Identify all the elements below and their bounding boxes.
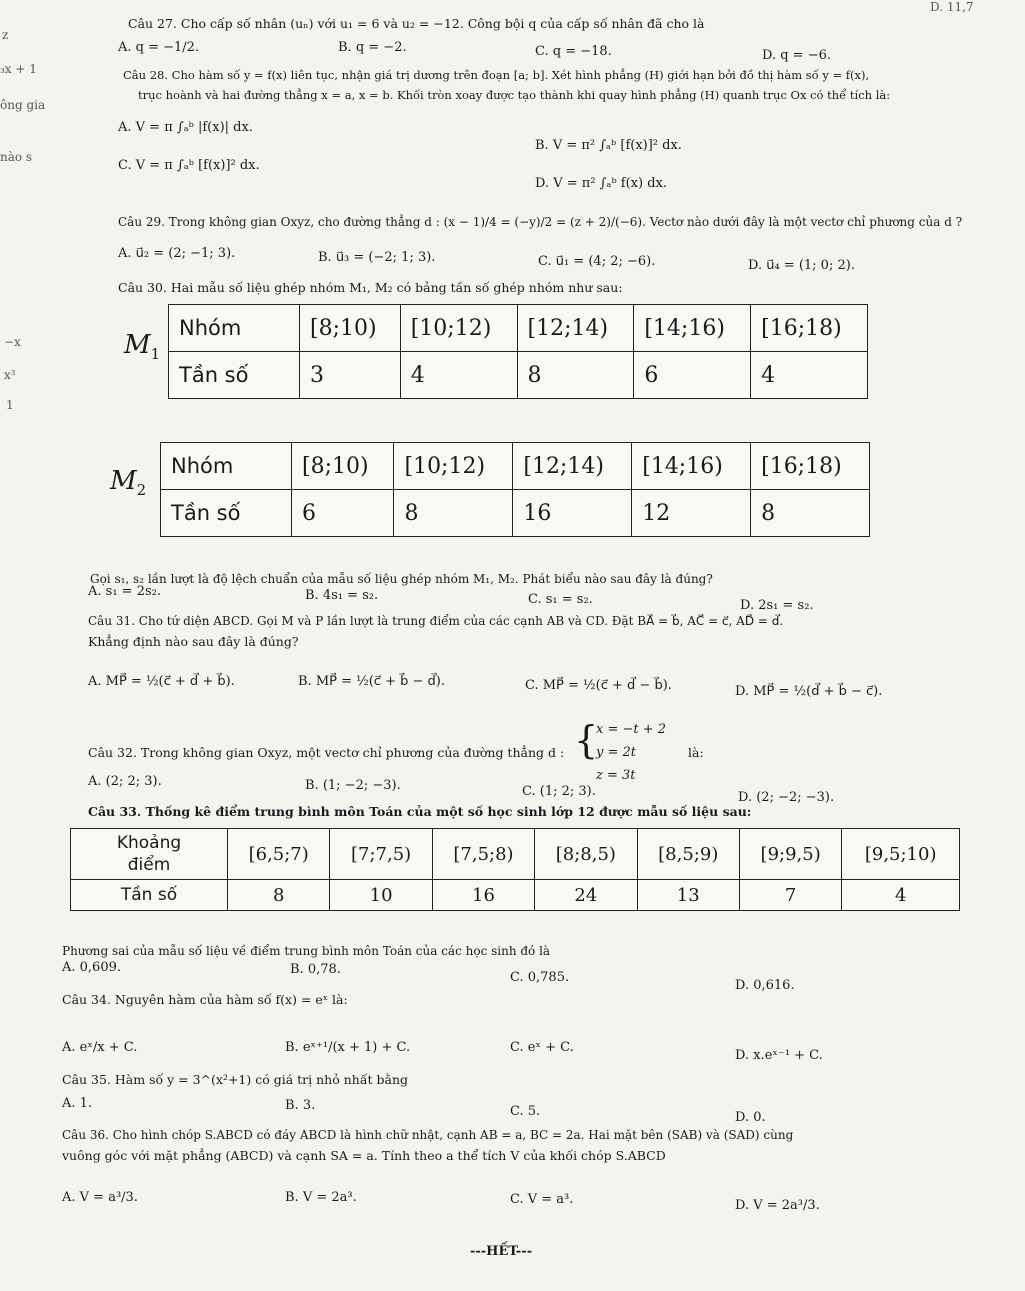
q32-option-c: C. (1; 2; 3).: [522, 784, 596, 799]
q36-option-c: C. V = a³.: [510, 1192, 574, 1207]
frequency-cell: 24: [535, 880, 637, 911]
q33-question: Phương sai của mẫu số liệu về điểm trung bình môn Toán của các học sinh đó là: [62, 944, 551, 958]
q36-text-line2: vuông góc với mặt phẳng (ABCD) và cạnh SA = a. Tính theo a thể tích V của khối chóp S.ABCD: [62, 1148, 666, 1163]
table-row: [169, 352, 868, 399]
q28-option-b: B. V = π² ∫ₐᵇ [f(x)]² dx.: [535, 138, 682, 153]
q34-option-a: A. eˣ/x + C.: [62, 1040, 138, 1055]
q35-option-d: D. 0.: [735, 1110, 766, 1125]
m2-label: $M_2$: [110, 466, 147, 500]
margin-fragment: x³: [4, 368, 16, 382]
q34-option-b: B. eˣ⁺¹/(x + 1) + C.: [285, 1040, 411, 1055]
frequency-header: Tần số: [71, 880, 228, 911]
q32-option-b: B. (1; −2; −3).: [305, 778, 401, 793]
q31-option-b: B. MP⃗ = ½(c⃗ + b⃗ − d⃗).: [298, 674, 445, 689]
q28-option-c: C. V = π ∫ₐᵇ [f(x)]² dx.: [118, 158, 260, 173]
q33-frequency-table: [70, 828, 960, 911]
frequency-cell: 8: [394, 490, 513, 537]
table-row: [71, 829, 960, 880]
q33-option-b: B. 0,78.: [290, 962, 341, 977]
margin-fragment: −x: [4, 335, 21, 349]
m1-label: $M_1$: [124, 330, 161, 364]
frequency-cell: 8: [751, 490, 870, 537]
q35-option-b: B. 3.: [285, 1098, 316, 1113]
q30-text: Câu 30. Hai mẫu số liệu ghép nhóm M₁, M₂ có bảng tần số ghép nhóm như sau:: [118, 280, 623, 295]
frequency-cell: 8: [228, 880, 330, 911]
system-line: x = −t + 2: [596, 722, 667, 737]
group-cell: [16;18): [751, 305, 868, 352]
frequency-cell: 4: [751, 352, 868, 399]
m2-frequency-table: [160, 442, 870, 537]
frequency-cell: 6: [634, 352, 751, 399]
margin-fragment: z: [2, 28, 9, 42]
group-cell: [14;16): [632, 443, 751, 490]
frequency-cell: 16: [432, 880, 534, 911]
group-header: Nhóm: [169, 305, 300, 352]
q34-text: Câu 34. Nguyên hàm của hàm số f(x) = eˣ là:: [62, 992, 348, 1007]
interval-cell: [7,5;8): [432, 829, 534, 880]
group-cell: [16;18): [751, 443, 870, 490]
table-row: [169, 305, 868, 352]
group-cell: [14;16): [634, 305, 751, 352]
frequency-cell: 16: [513, 490, 632, 537]
q32-tail: là:: [688, 745, 704, 760]
group-cell: [8;10): [300, 305, 401, 352]
table-row: [161, 490, 870, 537]
group-cell: [10;12): [400, 305, 517, 352]
q27-option-c: C. q = −18.: [535, 44, 612, 59]
frequency-header: Tần số: [161, 490, 292, 537]
q34-option-c: C. eˣ + C.: [510, 1040, 574, 1055]
q27-option-a: A. q = −1/2.: [118, 40, 200, 55]
q30-option-c: C. s₁ = s₂.: [528, 592, 593, 607]
table-row: [161, 443, 870, 490]
table-row: [71, 880, 960, 911]
group-cell: [8;10): [292, 443, 394, 490]
q34-option-d: D. x.eˣ⁻¹ + C.: [735, 1048, 823, 1063]
interval-cell: [8,5;9): [637, 829, 739, 880]
page-header-fragment: D. 11,7: [930, 0, 974, 14]
q32-text: Câu 32. Trong không gian Oxyz, một vectơ chỉ phương của đường thẳng d :: [88, 745, 565, 760]
frequency-cell: 4: [400, 352, 517, 399]
q31-option-d: D. MP⃗ = ½(d⃗ + b⃗ − c⃗).: [735, 684, 883, 699]
frequency-cell: 4: [842, 880, 960, 911]
q27-option-d: D. q = −6.: [762, 48, 831, 63]
q30-question: Gọi s₁, s₂ lần lượt là độ lệch chuẩn của mẫu số liệu ghép nhóm M₁, M₂. Phát biểu nào sau đây là đúng?: [90, 572, 713, 586]
q35-text: Câu 35. Hàm số y = 3^(x²+1) có giá trị nhỏ nhất bằng: [62, 1072, 408, 1087]
margin-fragment: ₃x + 1: [0, 62, 37, 76]
system-line: z = 3t: [596, 768, 636, 783]
interval-cell: [6,5;7): [228, 829, 330, 880]
q27-text: Câu 27. Cho cấp số nhân (uₙ) với u₁ = 6 và u₂ = −12. Công bội q của cấp số nhân đã cho là: [128, 16, 705, 31]
q30-option-b: B. 4s₁ = s₂.: [305, 588, 379, 603]
frequency-cell: 7: [739, 880, 841, 911]
frequency-cell: 10: [330, 880, 432, 911]
q36-option-d: D. V = 2a³/3.: [735, 1198, 820, 1213]
q36-option-a: A. V = a³/3.: [62, 1190, 138, 1205]
q36-option-b: B. V = 2a³.: [285, 1190, 357, 1205]
interval-cell: [7;7,5): [330, 829, 432, 880]
margin-fragment: 1: [6, 398, 14, 412]
q31-option-a: A. MP⃗ = ½(c⃗ + d⃗ + b⃗).: [88, 674, 235, 689]
q27-option-b: B. q = −2.: [338, 40, 407, 55]
frequency-cell: 6: [292, 490, 394, 537]
q28-option-d: D. V = π² ∫ₐᵇ f(x) dx.: [535, 176, 667, 191]
q29-option-a: A. u⃗₂ = (2; −1; 3).: [118, 246, 236, 261]
frequency-cell: 13: [637, 880, 739, 911]
m1-frequency-table: [168, 304, 868, 399]
system-brace: {: [574, 718, 599, 762]
q32-option-d: D. (2; −2; −3).: [738, 790, 835, 805]
q35-option-a: A. 1.: [62, 1096, 93, 1111]
q28-option-a: A. V = π ∫ₐᵇ |f(x)| dx.: [118, 120, 253, 135]
interval-cell: [9,5;10): [842, 829, 960, 880]
q29-option-b: B. u⃗₃ = (−2; 1; 3).: [318, 250, 436, 265]
group-cell: [10;12): [394, 443, 513, 490]
end-marker: ---HẾT---: [470, 1244, 533, 1259]
interval-cell: [9;9,5): [739, 829, 841, 880]
margin-fragment: nào s: [0, 150, 33, 164]
q30-option-a: A. s₁ = 2s₂.: [88, 584, 161, 599]
q33-option-a: A. 0,609.: [62, 960, 122, 975]
group-cell: [12;14): [517, 305, 634, 352]
q29-option-d: D. u⃗₄ = (1; 0; 2).: [748, 258, 855, 273]
frequency-cell: 12: [632, 490, 751, 537]
q29-text: Câu 29. Trong không gian Oxyz, cho đường thẳng d : (x − 1)/4 = (−y)/2 = (z + 2)/(−6). Vectơ nào dưới đây là một vectơ chỉ phương của d ?: [118, 215, 963, 229]
frequency-cell: 3: [300, 352, 401, 399]
interval-header: Khoảng điểm: [71, 829, 228, 880]
q31-option-c: C. MP⃗ = ½(c⃗ + d⃗ − b⃗).: [525, 678, 672, 693]
q31-text-line1: Câu 31. Cho tứ diện ABCD. Gọi M và P lần lượt là trung điểm của các cạnh AB và CD. Đặt BA⃗ = b⃗, AC⃗ = c⃗, AD⃗ = d⃗.: [88, 614, 784, 628]
q33-option-d: D. 0,616.: [735, 978, 795, 993]
q32-option-a: A. (2; 2; 3).: [88, 774, 162, 789]
q28-text-line2: trục hoành và hai đường thẳng x = a, x = b. Khối tròn xoay được tạo thành khi quay hình phẳng (H) quanh trục Ox có thể tích là:: [138, 88, 891, 102]
group-cell: [12;14): [513, 443, 632, 490]
q35-option-c: C. 5.: [510, 1104, 541, 1119]
margin-fragment: ông gia: [0, 98, 46, 112]
q36-text-line1: Câu 36. Cho hình chóp S.ABCD có đáy ABCD là hình chữ nhật, cạnh AB = a, BC = 2a. Hai mặt bên (SAB) và (SAD) cùng: [62, 1128, 794, 1142]
q30-option-d: D. 2s₁ = s₂.: [740, 598, 814, 613]
q33-text: Câu 33. Thống kê điểm trung bình môn Toán của một số học sinh lớp 12 được mẫu số liệu sau:: [88, 804, 752, 819]
frequency-header: Tần số: [169, 352, 300, 399]
interval-cell: [8;8,5): [535, 829, 637, 880]
q33-option-c: C. 0,785.: [510, 970, 570, 985]
group-header: Nhóm: [161, 443, 292, 490]
q29-option-c: C. u⃗₁ = (4; 2; −6).: [538, 254, 656, 269]
frequency-cell: 8: [517, 352, 634, 399]
q28-text-line1: Câu 28. Cho hàm số y = f(x) liên tục, nhận giá trị dương trên đoạn [a; b]. Xét hình phẳng (H) giới hạn bởi đồ thị hàm số y = f(x),: [123, 68, 870, 82]
system-line: y = 2t: [596, 745, 636, 760]
q31-text-line2: Khẳng định nào sau đây là đúng?: [88, 634, 299, 649]
